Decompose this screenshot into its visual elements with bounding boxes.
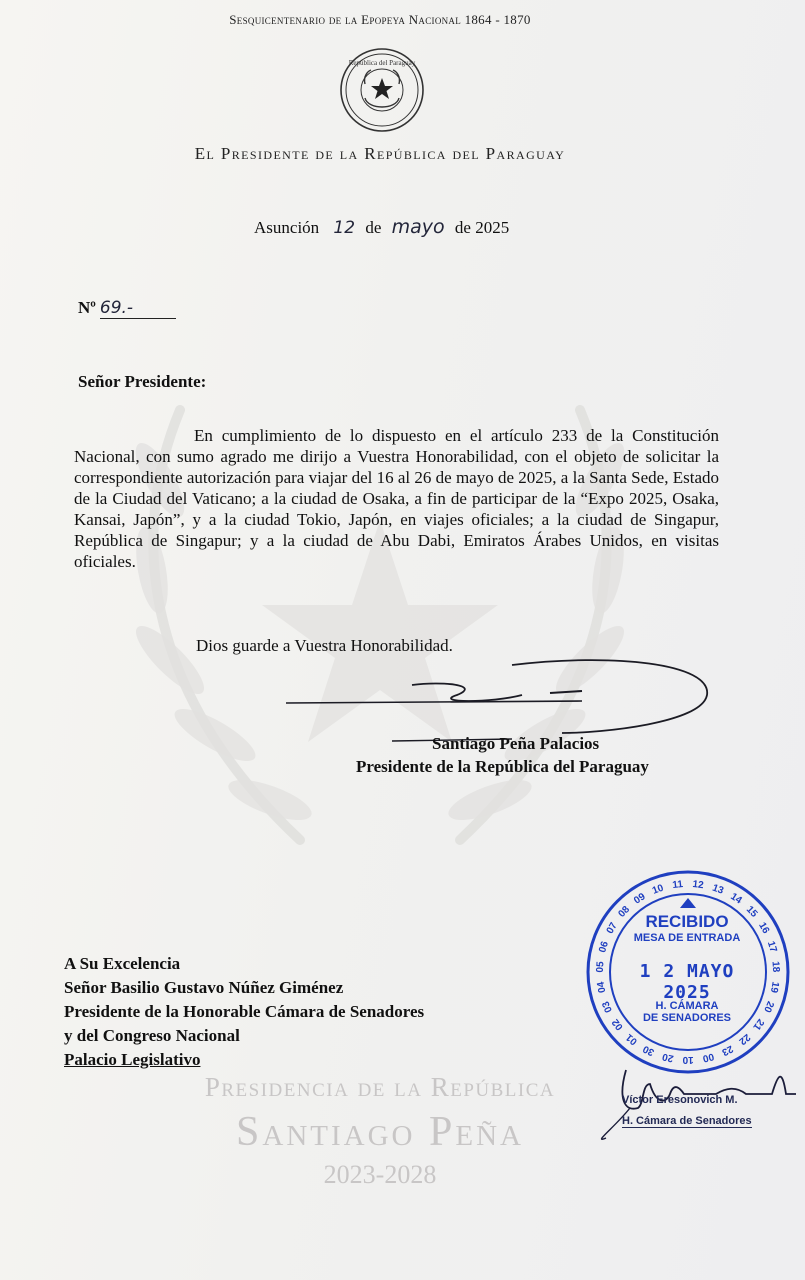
stamp-ring-number: 05 — [594, 961, 607, 973]
footer-watermark-line-3: 2023-2028 — [323, 1160, 437, 1189]
stamp-ring-number: 23 — [719, 1042, 735, 1058]
stamp-ring-number: 15 — [743, 904, 760, 920]
seal-text: República del Paraguay — [348, 59, 416, 67]
signer-title: Presidente de la República del Paraguay — [356, 757, 649, 776]
stamp-ring-number: 06 — [597, 940, 611, 954]
stamp-date: 1 2 MAYO 2025 — [639, 961, 735, 1003]
stamp-ring-number: 21 — [750, 1016, 766, 1032]
office-heading: El Presidente de la República del Paraguay — [194, 144, 566, 163]
stamp-ring-number: 02 — [610, 1016, 626, 1033]
stamp-ring-number: 07 — [604, 920, 620, 936]
stamp-ring-number: 20 — [661, 1050, 675, 1064]
stamp-ring-number: 08 — [616, 904, 633, 920]
date-city: Asunción — [254, 218, 320, 237]
stamp-subtitle: MESA DE ENTRADA — [633, 932, 741, 944]
stamp-ring-number: 20 — [761, 999, 776, 1014]
date-line — [254, 216, 509, 238]
stamp-ring-number: 18 — [769, 960, 782, 973]
addressee-line: y del Congreso Nacional — [64, 1026, 240, 1045]
number-label: Nº — [78, 298, 96, 317]
addressee-line: Presidente de la Honorable Cámara de Senadores — [64, 1002, 425, 1021]
stamp-ring-number: 14 — [728, 891, 744, 907]
stamp-ring-number: 10 — [682, 1053, 694, 1066]
stamp-ring-number: 19 — [767, 980, 781, 994]
stamp-ring-number: 22 — [736, 1031, 753, 1047]
document-number — [78, 298, 176, 319]
stamp-ring-number: 17 — [764, 939, 779, 954]
stamp-ring-number: 13 — [710, 882, 725, 897]
closing-line: Dios guarde a Vuestra Honorabilidad. — [196, 636, 453, 655]
date-day: 12 — [333, 218, 356, 238]
paraguay-seal-icon — [338, 46, 426, 134]
receiver-name: Víctor Eresonovich M. — [622, 1094, 738, 1106]
stamp-ring-number: 00 — [701, 1050, 715, 1064]
addressee-line: Palacio Legislativo — [64, 1050, 201, 1069]
stamp-title: RECIBIDO — [645, 912, 729, 931]
salutation: Señor Presidente: — [78, 372, 207, 391]
stamp-ring-number: 16 — [756, 920, 772, 936]
date-month: mayo — [391, 216, 445, 238]
addressee-line: A Su Excelencia — [64, 954, 181, 973]
stamp-ring-number: 30 — [641, 1042, 657, 1058]
footer-watermark-line-1: Presidencia de la República — [204, 1072, 556, 1102]
stamp-ring-number: 04 — [595, 980, 609, 994]
stamp-ring-number: 10 — [650, 882, 666, 897]
stamp-ring-number: 12 — [691, 878, 705, 892]
stamp-org-line-2: DE SENADORES — [642, 1012, 732, 1024]
signer-name: Santiago Peña Palacios — [432, 734, 600, 753]
stamp-organization — [614, 1000, 760, 1024]
receiver-role: H. Cámara de Senadores — [622, 1115, 752, 1127]
date-connector-1: de — [365, 218, 382, 237]
stamp-ring-number: 01 — [624, 1031, 640, 1047]
stamp-arrow-icon — [680, 898, 696, 908]
number-value: 69.- — [100, 298, 176, 319]
footer-watermark-line-2: Santiago Peña — [236, 1109, 524, 1155]
stamp-ring-number: 03 — [600, 999, 615, 1014]
date-connector-2: de — [454, 218, 471, 237]
letter-body: En cumplimiento de lo dispuesto en el artículo 233 de la Constitución Nacional, con sumo agrado me dirijo a Vuestra Honorabilidad, con el objeto de solicitar la correspondiente autorización para viajar del 16 al 26 de mayo de 2025, a la Santa Sede, Estado de la Ciudad del Vaticano; a la ciudad de Osaka, a fin de participar de la “Expo 2025, Osaka, Kansai, Japón”, y a la ciudad Tokio, Japón, en viajes oficiales; a la ciudad de Singapur, República de Singapur; y a la ciudad de Abu Dabi, Emiratos Árabes Unidos, en visitas oficiales. — [74, 426, 719, 571]
date-year: 2025 — [475, 218, 510, 237]
stamp-ring-number: 11 — [671, 879, 684, 892]
stamp-ring-number: 09 — [632, 891, 648, 907]
addressee-line: Señor Basilio Gustavo Núñez Giménez — [64, 978, 344, 997]
commemoration-line: Sesquicentenario de la Epopeya Nacional 1864 - 1870 — [229, 12, 531, 27]
stamp-org-line-1: H. CÁMARA — [655, 1000, 719, 1012]
